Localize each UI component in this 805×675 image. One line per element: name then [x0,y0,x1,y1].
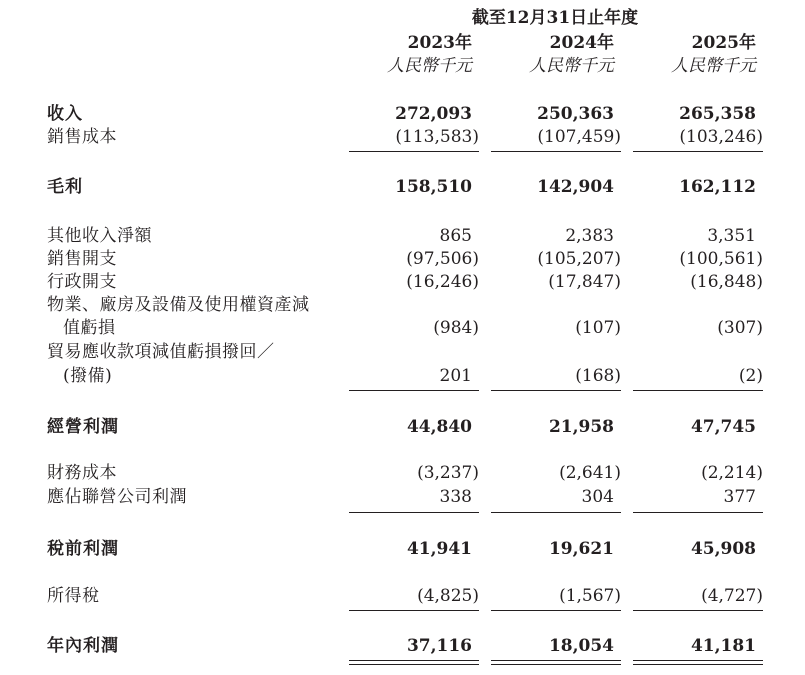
row-label: 其他收入淨額 [47,226,152,246]
value-2024: (2,641) [559,463,621,483]
value-2023: 158,510 [395,177,472,197]
value-2023: (4,825) [417,586,479,606]
value-2023: 41,941 [406,539,472,559]
row-label: 物業、廠房及設備及使用權資產減 [47,295,310,315]
row-associates-share [0,486,805,509]
value-2025: 3,351 [707,226,756,246]
column-unit: 人民幣千元 [529,56,614,76]
column-unit: 人民幣千元 [671,56,756,76]
subtotal-rule [349,390,479,391]
value-2023: 44,840 [406,417,472,437]
column-unit: 人民幣千元 [387,56,472,76]
value-2024: 142,904 [537,177,614,197]
column-year: 2023年 [407,33,472,53]
value-2025: (307) [717,318,763,338]
column-year: 2024年 [549,33,614,53]
row-revenue [0,103,805,126]
value-2023: 201 [439,366,472,386]
value-2024: 18,054 [548,636,614,656]
row-label: 行政開支 [47,272,117,292]
value-2024: (17,847) [548,272,621,292]
value-2025: (100,561) [679,249,763,269]
value-2025: (2) [738,366,763,386]
value-2025: 47,745 [690,417,756,437]
row-label: 所得稅 [47,586,100,606]
value-2024: (107,459) [537,127,621,147]
row-impairment-ppe-cont [0,317,805,340]
row-label: 收入 [47,104,83,124]
subtotal-rule [633,610,763,611]
value-2024: (107) [575,318,621,338]
value-2023: (97,506) [406,249,479,269]
value-2024: (105,207) [537,249,621,269]
subtotal-rule [491,610,621,611]
row-label: 稅前利潤 [47,539,119,559]
value-2025: (4,727) [701,586,763,606]
row-label: 貿易應收款項減值虧損撥回／ [47,342,275,362]
subtotal-rule [491,512,621,513]
row-label: 應佔聯營公司利潤 [47,487,187,507]
row-operating-profit [0,416,805,439]
subtotal-rule [491,151,621,152]
row-impairment-ppe [0,294,805,317]
value-2024: 2,383 [565,226,614,246]
column-year: 2025年 [691,33,756,53]
row-label: 銷售開支 [47,249,117,269]
row-label: 毛利 [47,177,83,197]
value-2023: (984) [433,318,479,338]
value-2023: (16,246) [406,272,479,292]
value-2025: 45,908 [690,539,756,559]
row-other-income [0,225,805,248]
column-header-2025 [626,32,756,77]
row-label-continued: 值虧損 [63,318,116,338]
total-double-rule [633,660,763,665]
period-header: 截至12月31日止年度 [471,8,639,28]
subtotal-rule [633,151,763,152]
value-2023: 865 [439,226,472,246]
value-2023: (3,237) [417,463,479,483]
subtotal-rule [633,390,763,391]
row-trade-receivables-cont [0,365,805,388]
row-finance-costs [0,462,805,485]
total-double-rule [349,660,479,665]
total-double-rule [491,660,621,665]
value-2024: 21,958 [548,417,614,437]
value-2025: (2,214) [701,463,763,483]
subtotal-rule [633,512,763,513]
subtotal-rule [349,610,479,611]
row-admin-expenses [0,271,805,294]
row-profit-before-tax [0,538,805,561]
value-2023: 37,116 [406,636,472,656]
value-2025: 377 [723,487,756,507]
row-trade-receivables [0,341,805,364]
value-2025: 41,181 [690,636,756,656]
subtotal-rule [349,512,479,513]
column-header-2023 [342,32,472,77]
subtotal-rule [349,151,479,152]
row-cost-of-sales [0,126,805,149]
row-label: 經營利潤 [47,417,119,437]
value-2025: 265,358 [679,104,756,124]
subtotal-rule [491,390,621,391]
row-label-continued: (撥備) [63,366,113,386]
row-label: 年內利潤 [47,636,119,656]
value-2023: 338 [439,487,472,507]
value-2024: 250,363 [537,104,614,124]
row-profit-for-year [0,635,805,658]
value-2025: 162,112 [679,177,756,197]
row-income-tax [0,585,805,608]
value-2025: (103,246) [679,127,763,147]
row-selling-expenses [0,248,805,271]
value-2024: (168) [575,366,621,386]
row-gross-profit [0,176,805,199]
column-header-2024 [484,32,614,77]
value-2024: 304 [581,487,614,507]
row-label: 財務成本 [47,463,117,483]
value-2024: 19,621 [548,539,614,559]
value-2024: (1,567) [559,586,621,606]
value-2023: 272,093 [395,104,472,124]
value-2025: (16,848) [690,272,763,292]
value-2023: (113,583) [395,127,479,147]
row-label: 銷售成本 [47,127,117,147]
